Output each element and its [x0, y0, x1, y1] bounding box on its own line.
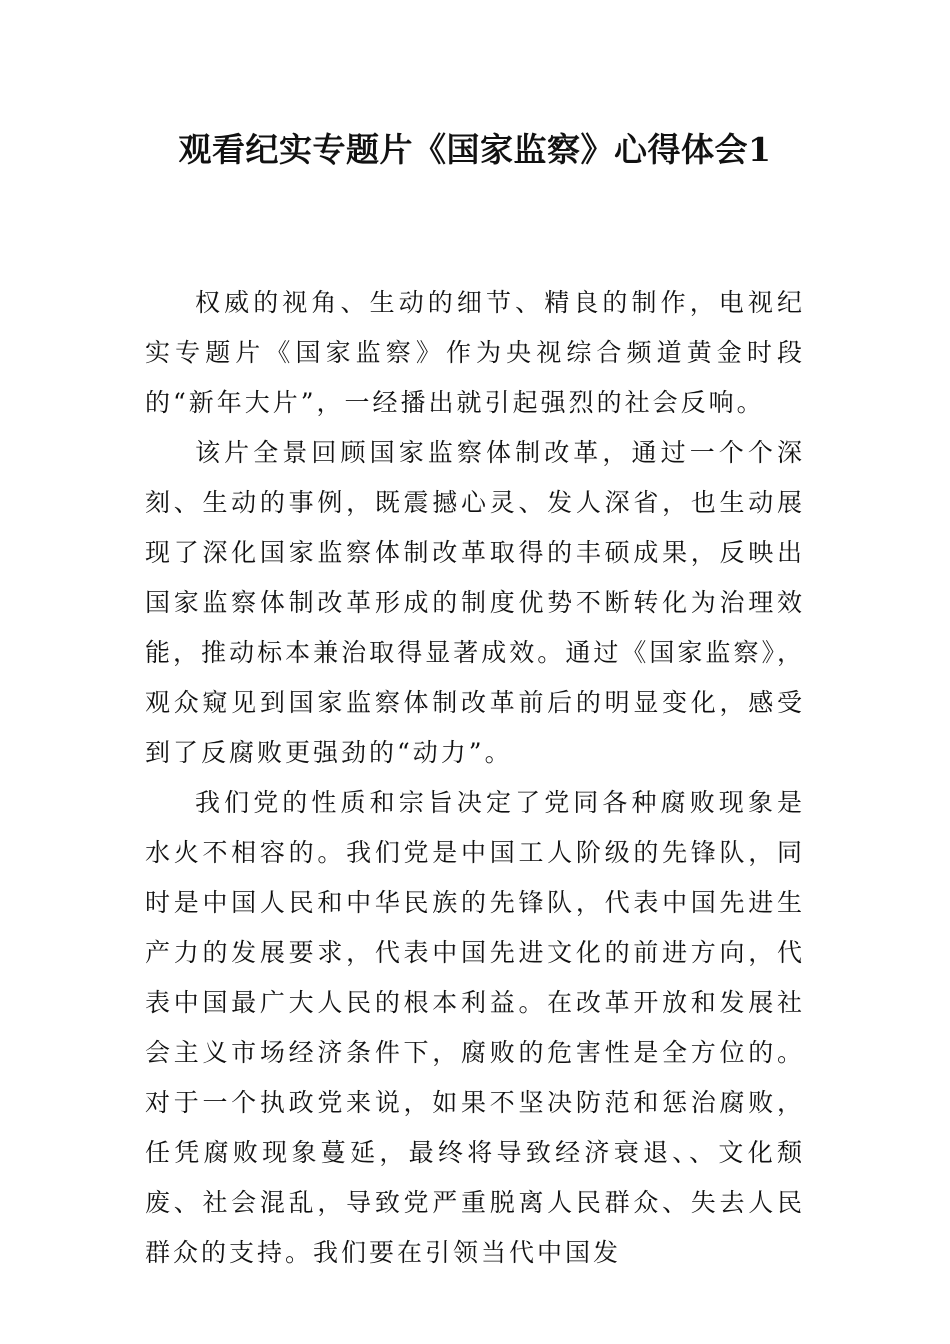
paragraph-3: 我们党的性质和宗旨决定了党同各种腐败现象是水火不相容的。我们党是中国工人阶级的先锋队，同时是中国人民和中华民族的先锋队，代表中国先进生产力的发展要求，代表中国先进文化的前进方向，代表中国最广大人民的根本利益。在改革开放和发展社会主义市场经济条件下，腐败的危害性是全方位的。对于一个执政党来说，如果不坚决防范和惩治腐败，任凭腐败现象蔓延，最终将导致经济衰退、、文化颓废、社会混乱，导致党严重脱离人民群众、失去人民群众的支持。我们要在引领当代中国发: [145, 788, 805, 1267]
paragraph-2: 该片全景回顾国家监察体制改革，通过一个个深刻、生动的事例，既震撼心灵、发人深省，也生动展现了深化国家监察体制改革取得的丰硕成果，反映出国家监察体制改革形成的制度优势不断转化为治理效能，推动标本兼治取得显著成效。通过《国家监察》，观众窥见到国家监察体制改革前后的明显变化，感受到了反腐败更强劲的“动力”。: [145, 438, 805, 767]
document-title: 观看纪实专题片《国家监察》心得体会1: [178, 130, 772, 169]
paragraph-1: 权威的视角、生动的细节、精良的制作，电视纪实专题片《国家监察》作为央视综合频道黄金时段的“新年大片”，一经播出就引起强烈的社会反响。: [145, 288, 805, 417]
document-body: [145, 278, 805, 1278]
